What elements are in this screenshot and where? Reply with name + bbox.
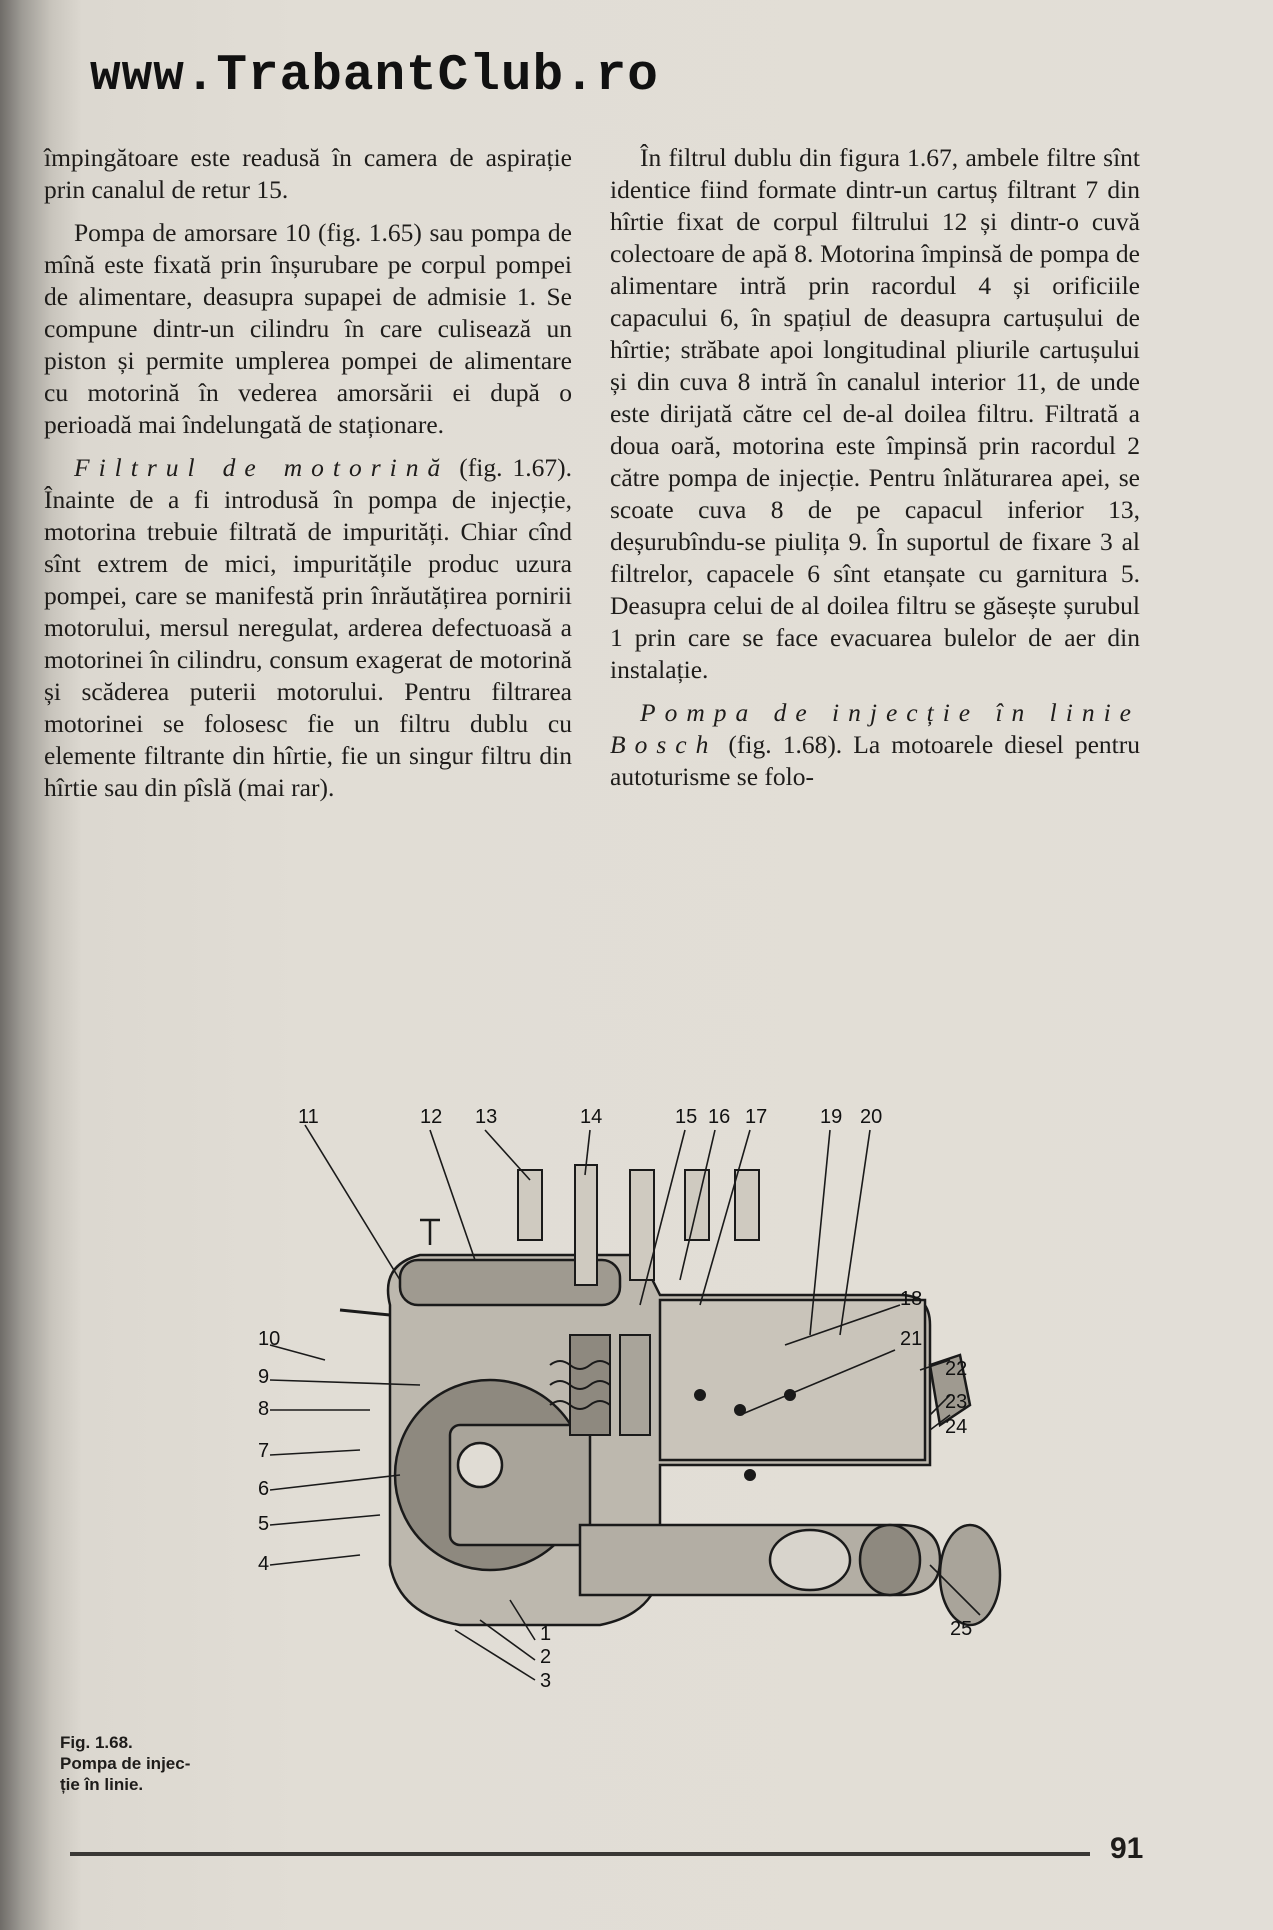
paragraph-body: (fig. 1.67). Înainte de a fi introdusă în pompa de injecție, motorina trebuie filtrată de impurități. Chiar cînd sînt extrem de mici, impuritățile produc uzura pompei, care se manifestă prin înrăutățirea pornirii motorului, mersul neregulat, arderea defectuoasă a motorinei în cilindru, consum exagerat de motorină și scăderea puterii motorului. Pentru filtrarea motorinei se folosesc fie un filtru dublu cu elemente filtrante din hîrtie, fie un singur filtru din hîrtie sau din pîslă (mai rar). bbox=[44, 453, 573, 802]
callout-11: 11 bbox=[298, 1106, 319, 1128]
callout-14: 14 bbox=[580, 1106, 603, 1128]
callout-25: 25 bbox=[950, 1618, 973, 1640]
caption-line: Fig. 1.68. bbox=[60, 1733, 133, 1752]
callout-24: 24 bbox=[945, 1416, 968, 1438]
paragraph-body: (fig. 1.68). La motoarele diesel pentru autoturisme se folo- bbox=[610, 730, 1140, 791]
paragraph bbox=[610, 697, 1140, 793]
callout-1: 1 bbox=[540, 1623, 552, 1645]
caption-line: ție în linie. bbox=[60, 1775, 144, 1794]
page-number: 91 bbox=[1110, 1832, 1144, 1865]
left-text-column bbox=[44, 142, 572, 815]
callout-9: 9 bbox=[258, 1366, 270, 1388]
callout-6: 6 bbox=[258, 1478, 270, 1500]
callout-13: 13 bbox=[475, 1106, 498, 1128]
caption-line: Pompa de injec- bbox=[60, 1754, 191, 1773]
section-heading: Filtrul de motorină bbox=[74, 453, 450, 482]
callout-19: 19 bbox=[820, 1106, 843, 1128]
callout-8: 8 bbox=[258, 1398, 270, 1420]
paragraph bbox=[44, 452, 572, 804]
pump-body bbox=[340, 1220, 1000, 1625]
callout-20: 20 bbox=[860, 1106, 883, 1128]
callout-4: 4 bbox=[258, 1553, 270, 1575]
callout-2: 2 bbox=[540, 1646, 552, 1668]
callout-12: 12 bbox=[420, 1106, 443, 1128]
callout-5: 5 bbox=[258, 1513, 270, 1535]
paragraph: Pompa de amorsare 10 (fig. 1.65) sau pompa de mînă este fixată prin înșurubare pe corpul pompei de alimentare, deasupra supapei de admisie 1. Se compune dintr-un cilindru în care culisează un piston și permite umplerea pompei de alimentare cu motorină în vederea amorsării ei după o perioadă mai îndelungată de staționare. bbox=[44, 218, 572, 439]
section-heading: Pompa de injecție în linie Bosch bbox=[610, 698, 1140, 759]
callout-23: 23 bbox=[945, 1391, 968, 1413]
injection-pump-drawing bbox=[258, 1105, 1160, 1705]
callout-22: 22 bbox=[945, 1358, 968, 1380]
figure-caption bbox=[60, 1732, 240, 1795]
callout-7: 7 bbox=[258, 1440, 270, 1462]
watermark-url: www.TrabantClub.ro bbox=[90, 48, 659, 105]
injection-pump-figure bbox=[258, 1105, 1160, 1705]
callout-3: 3 bbox=[540, 1670, 552, 1692]
right-text-column bbox=[610, 142, 1140, 804]
callout-16: 16 bbox=[708, 1106, 731, 1128]
footer-rule bbox=[70, 1852, 1090, 1856]
callout-10: 10 bbox=[258, 1328, 281, 1350]
callout-17: 17 bbox=[745, 1106, 768, 1128]
paragraph: împingătoare este readusă în camera de aspirație prin canalul de retur 15. bbox=[44, 143, 572, 204]
paragraph: În filtrul dublu din figura 1.67, ambele filtre sînt identice fiind formate dintr-un cartuș filtrant 7 din hîrtie fixat de corpul filtrului 12 și dintr-o cuvă colectoare de apă 8. Motorina împinsă de pompa de alimentare intră prin racordul 4 și orificiile capacului 6, în spațiul de deasupra cartușului de hîrtie; străbate apoi longitudinal pliurile cartușului și din cuva 8 intră în canalul interior 11, de unde este dirijată către cel de-al doilea filtru. Filtrată a doua oară, motorina este împinsă prin racordul 2 către pompa de injecție. Pentru înlăturarea apei, se scoate cuva 8 de pe capacul inferior 13, deșurubîndu-se piulița 9. În suportul de fixare 3 al filtrelor, capacele 6 sînt etanșate cu garnitura 5. Deasupra celui de al doilea filtru se găsește șurubul 1 prin care se face evacuarea bulelor de aer din instalație. bbox=[610, 143, 1140, 684]
callout-15: 15 bbox=[675, 1106, 698, 1128]
callout-18: 18 bbox=[900, 1288, 923, 1310]
callout-21: 21 bbox=[900, 1328, 923, 1350]
